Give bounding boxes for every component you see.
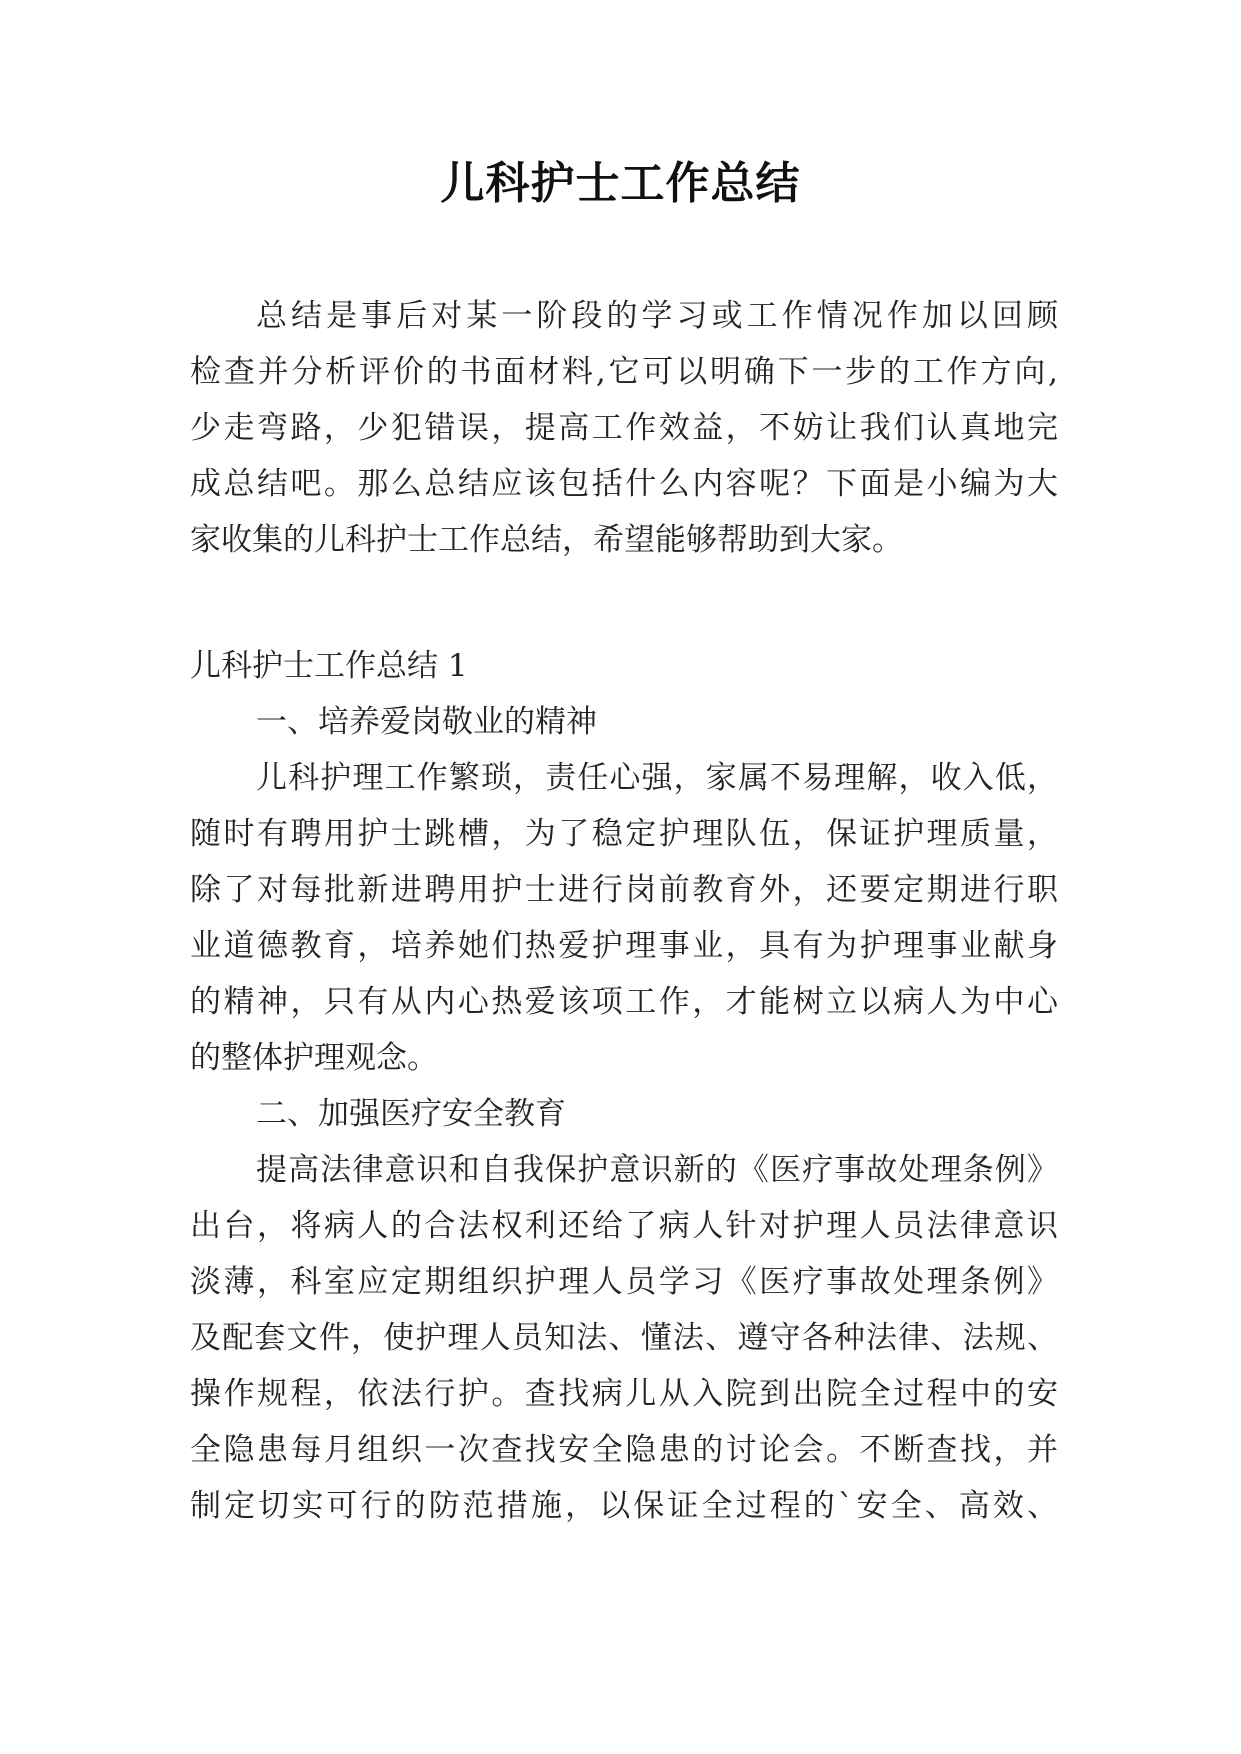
document-body: [190, 288, 1058, 1534]
text-line: 除了对每批新进聘用护士进行岗前教育外，还要定期进行职: [190, 872, 1058, 908]
text-line: 提高法律意识和自我保护意识新的《医疗事故处理条例》: [256, 1152, 1058, 1188]
text-line: 业道德教育，培养她们热爱护理事业，具有为护理事业献身: [190, 928, 1058, 964]
text-line: 全隐患每月组织一次查找安全隐患的讨论会。不断查找，并: [190, 1432, 1058, 1468]
text-line: 检查并分析评价的书面材料,它可以明确下一步的工作方向,: [190, 354, 1058, 390]
intro-paragraph: [190, 288, 1058, 568]
page-title: 儿科护士工作总结: [440, 158, 801, 209]
text-line: 家收集的儿科护士工作总结，希望能够帮助到大家。: [190, 522, 903, 558]
subsection-heading: 二、加强医疗安全教育: [256, 1096, 566, 1132]
text-line: 的整体护理观念。: [190, 1040, 438, 1076]
text-line: 总结是事后对某一阶段的学习或工作情况作加以回顾: [256, 298, 1058, 334]
section-paragraph: [190, 1142, 1058, 1534]
text-line: 成总结吧。那么总结应该包括什么内容呢？下面是小编为大: [190, 466, 1058, 502]
text-line: 淡薄，科室应定期组织护理人员学习《医疗事故处理条例》: [190, 1264, 1058, 1300]
text-line: 的精神，只有从内心热爱该项工作，才能树立以病人为中心: [190, 984, 1058, 1020]
text-line: 操作规程，依法行护。查找病儿从入院到出院全过程中的安: [190, 1376, 1058, 1412]
section-heading: 儿科护士工作总结 1: [190, 648, 468, 684]
text-line: 出台，将病人的合法权利还给了病人针对护理人员法律意识: [190, 1208, 1058, 1244]
paragraph-gap: [190, 568, 1058, 638]
text-line: 少走弯路，少犯错误，提高工作效益，不妨让我们认真地完: [190, 410, 1058, 446]
text-line: 及配套文件，使护理人员知法、懂法、遵守各种法律、法规、: [190, 1320, 1058, 1356]
section-paragraph: [190, 750, 1058, 1086]
text-line: 随时有聘用护士跳槽，为了稳定护理队伍，保证护理质量，: [190, 816, 1058, 852]
text-line: 儿科护理工作繁琐，责任心强，家属不易理解，收入低，: [256, 760, 1058, 796]
text-line: 制定切实可行的防范措施，以保证全过程的`安全、高效、: [190, 1488, 1058, 1524]
subsection-heading: 一、培养爱岗敬业的精神: [256, 704, 597, 740]
